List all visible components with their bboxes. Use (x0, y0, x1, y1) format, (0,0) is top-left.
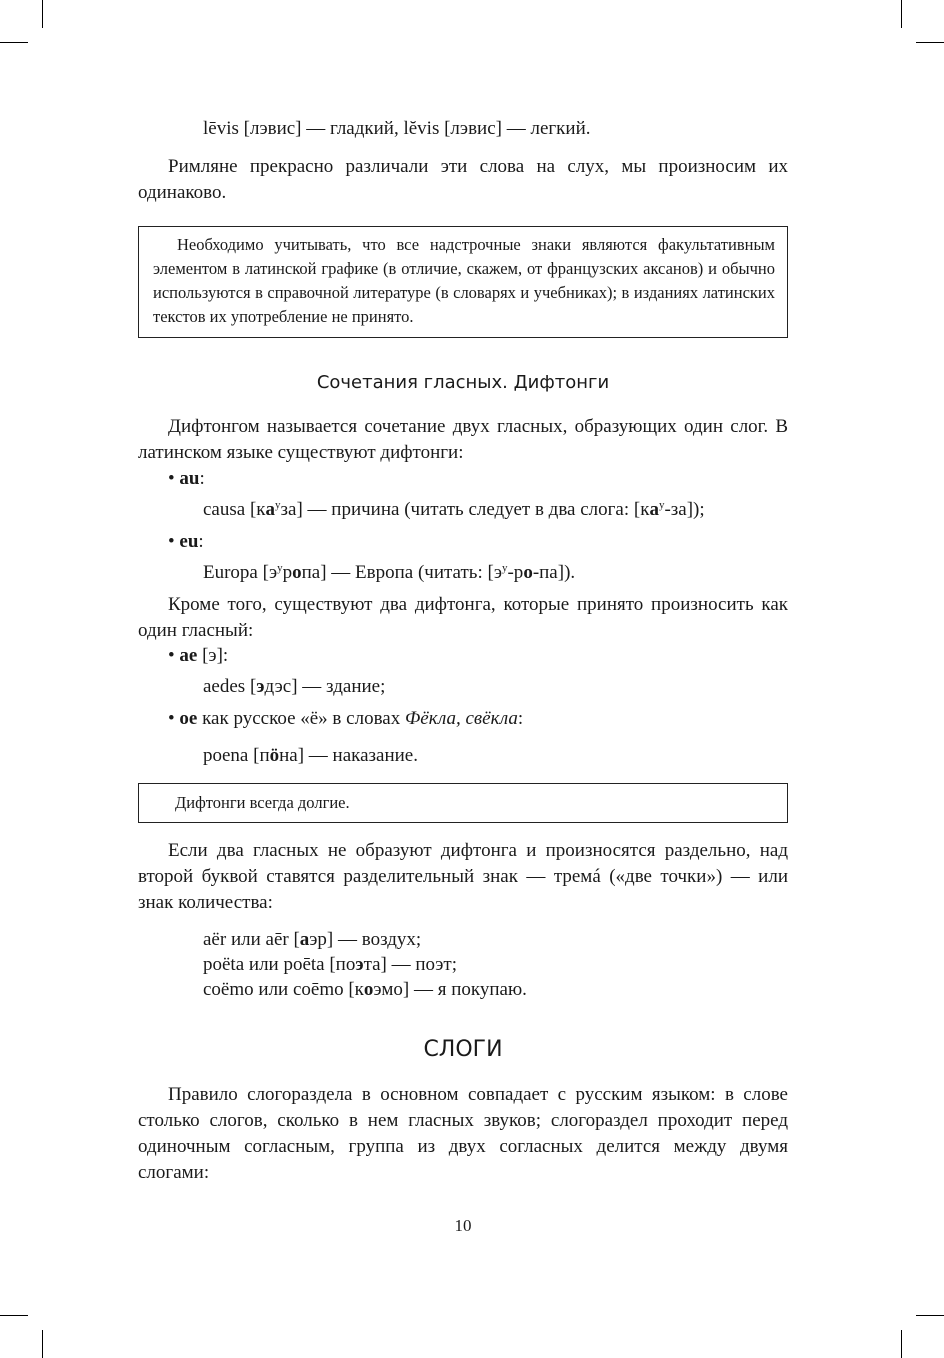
stressed-vowel: а (649, 499, 659, 520)
stressed-vowel: а (299, 929, 310, 950)
example-poena (203, 743, 418, 769)
term-ae: ae (179, 645, 198, 666)
stressed-vowel: о (363, 979, 374, 1000)
bullet-ae (168, 643, 228, 669)
section-heading-diphthongs: Сочетания гласных. Дифтонги (316, 372, 610, 393)
example-aer (203, 927, 421, 953)
stressed-vowel: о (292, 562, 302, 583)
paragraph-syllables: Правило слогораздела в основном совпадает с русским языком: в слове столько слогов, сколько в нем гласных звуков; слогораздел проходит перед одиночным согласным, группа из двух согласных делится между двумя слогами: (138, 1084, 788, 1183)
text-run: coёmo или coēmo [к (203, 979, 364, 1000)
text-run: эр] — воздух; (309, 929, 422, 950)
note-box-long (138, 783, 788, 823)
crop-mark (916, 1315, 944, 1316)
text-run: -за]); (664, 499, 705, 520)
bullet-mark: • (168, 708, 175, 729)
text-run: poёta или poēta [по (203, 954, 356, 975)
page-number: 10 (454, 1216, 472, 1235)
section-heading-syllables: СЛОГИ (423, 1037, 503, 1062)
crop-mark (901, 1330, 902, 1358)
example-causa (203, 497, 705, 523)
paragraph-romans: Римляне прекрасно различали эти слова на слух, мы произносим их одинаково. (138, 156, 788, 203)
crop-mark (0, 1315, 28, 1316)
text-run: aёr или aēr [ (203, 929, 300, 950)
bullet-suffix: : (199, 468, 205, 489)
superscript-u: у (275, 499, 281, 511)
bullet-au (168, 466, 205, 492)
crop-mark (42, 1330, 43, 1358)
bullet-mark: • (168, 531, 175, 552)
text-run: -р (507, 562, 524, 583)
example-aedes (203, 674, 385, 700)
text-run: causa [к (203, 499, 266, 520)
text-run: poena [п (203, 745, 270, 766)
text-run: Europa [э (203, 562, 278, 583)
stressed-vowel: о (523, 562, 533, 583)
paragraph-trema: Если два гласных не образуют дифтонга и произносятся раздельно, над второй буквой ставятся разделительный знак — тремá («две точки») — или знак количества: (138, 840, 788, 913)
term-oe: oe (179, 708, 198, 729)
bullet-eu (168, 529, 204, 555)
example-coemo (203, 977, 527, 1003)
paragraph-monophthong: Кроме того, существуют два дифтонга, которые принято произносить как один гласный: (138, 594, 788, 641)
text-run: эмо] — я покупаю. (373, 979, 527, 1000)
text-run: р (282, 562, 293, 583)
text-run: aedes [ (203, 676, 257, 697)
text-run: как русское «ё» в словах (197, 708, 405, 729)
superscript-u: у (501, 562, 508, 574)
term-au: au (179, 468, 200, 489)
example-levis: lēvis [лэвис] — гладкий, lĕvis [лэвис] — легкий. (203, 118, 591, 139)
note-diacritics-text: Необходимо учитывать, что все надстрочные знаки являются факультативным элементом в латинской графике (в отличие, скажем, от французских аксанов) и обычно используются в справочной литературе (в словарях и учебниках); в изданиях латинских текстов их употребление не принято. (153, 235, 775, 326)
crop-mark (916, 42, 944, 43)
example-poeta (203, 952, 457, 978)
stressed-vowel: э (256, 676, 265, 697)
text-run: та] — поэт; (363, 954, 458, 975)
text-run: на] — наказание. (279, 745, 418, 766)
bullet-suffix: : (517, 708, 524, 729)
stressed-vowel: а (265, 499, 276, 520)
text-run: -па]). (532, 562, 576, 583)
crop-mark (901, 0, 902, 28)
superscript-u: у (277, 562, 283, 574)
term-eu: eu (179, 531, 199, 552)
example-europa (203, 560, 575, 586)
bullet-mark: • (168, 468, 175, 489)
italic-words: Фёкла, свёкла (404, 708, 518, 729)
crop-mark (42, 0, 43, 28)
paragraph-diphthong-definition: Дифтонгом называется сочетание двух гласных, образующих один слог. В латинском языке существуют дифтонги: (138, 416, 788, 463)
note-long-text: Дифтонги всегда долгие. (175, 793, 350, 812)
stressed-vowel: э (355, 954, 364, 975)
text-run: па] — Европа (читать: [э (301, 562, 502, 583)
text-run: дэс] — здание; (264, 676, 386, 697)
note-box-diacritics (138, 226, 788, 338)
stressed-vowel: ӧ (269, 745, 280, 766)
bullet-suffix: [э]: (197, 645, 229, 666)
bullet-mark: • (168, 645, 175, 666)
text-run: за] — причина (читать следует в два слога: [к (280, 499, 650, 520)
bullet-suffix: : (198, 531, 204, 552)
bullet-oe (168, 706, 523, 732)
superscript-u: у (658, 499, 665, 511)
crop-mark (0, 42, 28, 43)
